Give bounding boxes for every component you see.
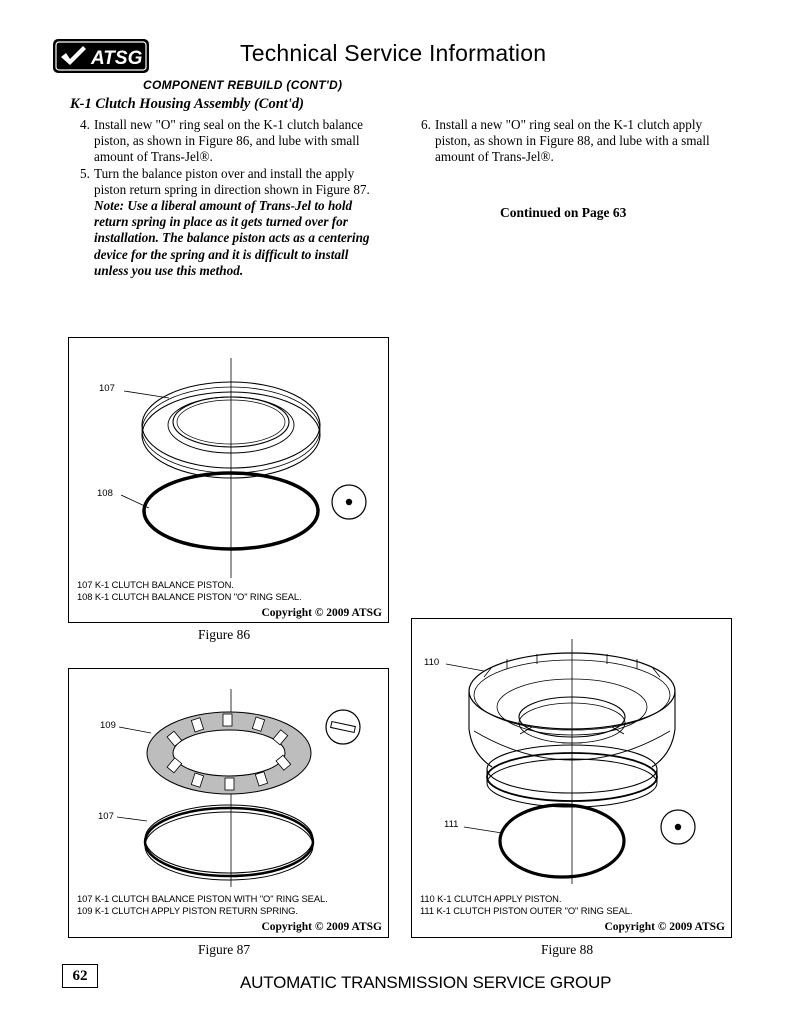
figure-88-legend [420, 893, 725, 917]
step-5 [80, 166, 380, 279]
step-4 [80, 117, 380, 166]
step-number: 4. [80, 117, 90, 132]
legend-item: 107 K-1 CLUTCH BALANCE PISTON. [77, 579, 234, 590]
logo-text: ATSG [91, 48, 143, 69]
step-number: 6. [421, 117, 431, 132]
section-title: COMPONENT REBUILD (CONT'D) [143, 78, 343, 92]
figure-88-caption: Figure 88 [541, 942, 594, 957]
figure-86 [68, 337, 389, 623]
callout-108: 108 [97, 488, 113, 499]
step-number: 5. [80, 165, 90, 181]
figure-87 [68, 668, 389, 938]
footer-organization: AUTOMATIC TRANSMISSION SERVICE GROUP [240, 973, 612, 992]
legend-item: 109 K-1 CLUTCH APPLY PISTON RETURN SPRING. [77, 905, 298, 916]
callout-109: 109 [100, 720, 116, 731]
steps-left-column [80, 117, 380, 279]
atsg-logo [52, 38, 150, 74]
outer-seal-cross-section-illustration [661, 810, 695, 844]
legend-item: 111 K-1 CLUTCH PISTON OUTER "O" RING SEAL. [420, 905, 633, 916]
outer-o-ring-illustration [500, 805, 624, 877]
figure-87-caption: Figure 87 [198, 942, 251, 957]
spring-cross-section-illustration [326, 710, 360, 744]
figure-88 [411, 618, 732, 938]
callout-107: 107 [98, 811, 114, 822]
callout-107: 107 [99, 383, 115, 394]
figure-87-legend [77, 893, 382, 917]
page-title: Technical Service Information [240, 40, 547, 66]
figure-86-caption: Figure 86 [198, 627, 251, 642]
step-text: Install new "O" ring seal on the K-1 clutch balance piston, as shown in Figure 86, and lube with small amount of Trans-Jel®. [94, 117, 363, 165]
continued-note: Continued on Page 63 [500, 205, 627, 220]
copyright: Copyright © 2009 ATSG [261, 921, 382, 933]
legend-item: 108 K-1 CLUTCH BALANCE PISTON "O" RING SEAL. [77, 591, 302, 602]
return-spring-illustration [147, 712, 311, 794]
step-6 [421, 117, 721, 166]
step-text: Turn the balance piston over and install the apply piston return spring in direction shown in Figure 87. [94, 165, 370, 197]
step-note: Note: Use a liberal amount of Trans-Jel to hold return spring in place as it gets turned over for installation. The balance piston acts as a centering device for the spring and it is difficult to install unless you use this method. [94, 198, 370, 278]
balance-piston-with-seal-illustration [145, 805, 313, 880]
legend-item: 107 K-1 CLUTCH BALANCE PISTON WITH "O" RING SEAL. [77, 893, 328, 904]
step-text: Install a new "O" ring seal on the K-1 clutch apply piston, as shown in Figure 88, and lube with a small amount of Trans-Jel®. [435, 117, 710, 165]
section-subtitle: K-1 Clutch Housing Assembly (Cont'd) [70, 96, 304, 112]
copyright: Copyright © 2009 ATSG [604, 921, 725, 933]
page-number: 62 [62, 964, 98, 988]
figure-88-drawing [412, 619, 731, 937]
seal-cross-section-illustration [332, 485, 366, 519]
callout-110: 110 [424, 657, 440, 668]
legend-item: 110 K-1 CLUTCH APPLY PISTON. [420, 893, 562, 904]
figure-86-legend [77, 579, 382, 603]
callout-111: 111 [444, 819, 459, 830]
steps-right-column [421, 117, 721, 166]
copyright: Copyright © 2009 ATSG [261, 607, 382, 619]
